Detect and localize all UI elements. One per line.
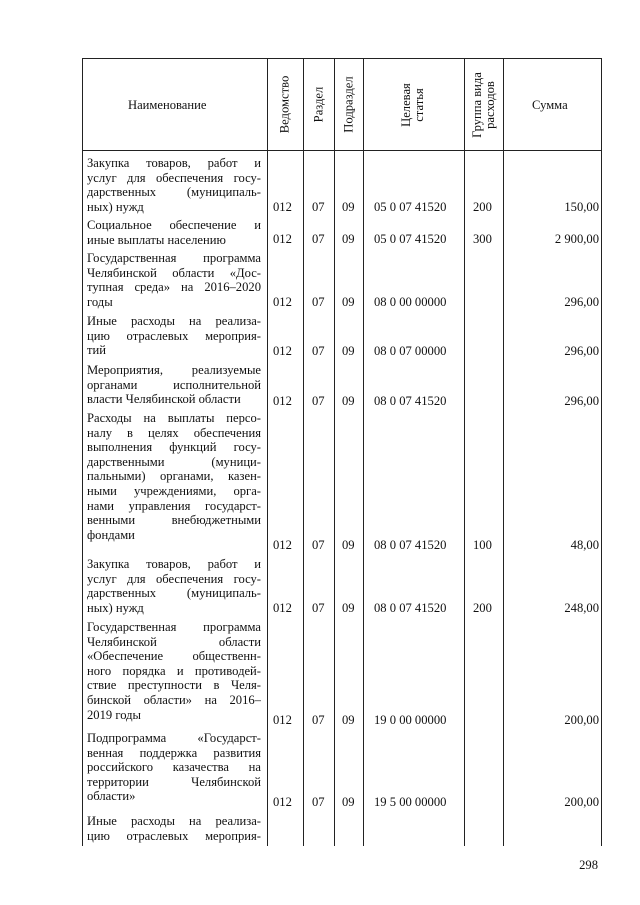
name-line: Челябинской области [87,634,261,649]
cell-razdel: 07 [312,795,325,809]
name-line: Закупка товаров, работ и [87,557,261,571]
name-line: Государственная программа [87,620,261,634]
name-line: налу в целях обеспечения [87,425,261,440]
cell-summa: 2 900,00 [554,232,599,246]
cell-razdel: 07 [312,601,325,615]
row-name [87,251,261,309]
cell-ved: 012 [273,200,292,214]
name-line: дарственными (муници- [87,454,261,469]
name-line: услуг для обеспечения госу- [87,571,261,586]
cell-ved: 012 [273,713,292,727]
name-line: дарственных (муниципаль- [87,185,261,200]
header-summa: Сумма [532,98,568,112]
col-border-2 [303,58,304,846]
header-gruppa-line2: расходов [483,81,497,129]
name-line: тупная среда» на 2016–2020 [87,280,261,295]
name-line: фондами [87,527,135,542]
cell-ved: 012 [273,232,292,246]
cell-gruppa: 200 [473,200,492,214]
row-name [87,620,261,722]
name-line: Иные расходы на реализа- [87,814,261,828]
col-border-1 [267,58,268,846]
name-line: годы [87,294,113,309]
name-line: области» [87,789,136,804]
name-line: иные выплаты населению [87,232,226,247]
name-line: услуг для обеспечения госу- [87,170,261,185]
header-celevaya-line1: Целевая [399,83,413,127]
name-line: пальными) органами, казен- [87,469,261,484]
name-line: власти Челябинской области [87,392,241,407]
row-name [87,218,261,247]
cell-podrazdel: 09 [342,232,355,246]
cell-celevaya: 05 0 07 41520 [374,232,447,246]
cell-ved: 012 [273,394,292,408]
cell-ved: 012 [273,795,292,809]
name-line: «Обеспечение общественн- [87,649,261,664]
cell-podrazdel: 09 [342,538,355,552]
name-line: нами управления государст- [87,498,261,513]
header-razdel-text: Раздел [311,86,326,123]
row-name [87,557,261,615]
cell-gruppa: 200 [473,601,492,615]
cell-razdel: 07 [312,232,325,246]
name-line: Мероприятия, реализуемые [87,363,261,377]
header-podrazdel [343,60,356,150]
header-vedomstvo [279,60,292,150]
col-border-3 [334,58,335,846]
name-line: органами исполнительной [87,377,261,392]
header-bottom-border [82,150,602,151]
row-name [87,731,261,804]
col-border-4 [363,58,364,846]
cell-celevaya: 08 0 07 00000 [374,344,447,358]
cell-razdel: 07 [312,394,325,408]
name-line: российского казачества на [87,760,261,775]
row-name [87,363,261,407]
cell-celevaya: 08 0 00 00000 [374,295,447,309]
header-celevaya [400,60,426,150]
col-border-right [601,58,602,846]
name-line: дарственных (муниципаль- [87,586,261,601]
cell-razdel: 07 [312,295,325,309]
cell-summa: 296,00 [564,295,599,309]
cell-razdel: 07 [312,538,325,552]
name-line: Закупка товаров, работ и [87,156,261,170]
cell-podrazdel: 09 [342,200,355,214]
cell-podrazdel: 09 [342,795,355,809]
name-line: Челябинской области «Дос- [87,265,261,280]
header-gruppa-line1: Группа вида [470,72,484,138]
name-line: ствие преступности в Челя- [87,678,261,693]
row-name [87,411,261,542]
cell-ved: 012 [273,344,292,358]
page-number: 298 [579,858,598,872]
cell-razdel: 07 [312,200,325,214]
header-podrazdel-text: Подраздел [341,76,356,133]
col-border-6 [503,58,504,846]
name-line: 2019 годы [87,707,141,722]
cell-celevaya: 08 0 07 41520 [374,538,447,552]
header-razdel [313,60,326,150]
header-celevaya-line2: статья [412,88,426,122]
name-line: Социальное обеспечение и [87,218,261,232]
cell-podrazdel: 09 [342,601,355,615]
row-name [87,314,261,358]
name-line: Подпрограмма «Государст- [87,731,261,745]
col-border-5 [464,58,465,846]
cell-podrazdel: 09 [342,394,355,408]
cell-podrazdel: 09 [342,713,355,727]
col-border-left [82,58,83,846]
name-line: ных) нужд [87,199,144,214]
header-vedomstvo-text: Ведомство [277,75,292,134]
cell-celevaya: 05 0 07 41520 [374,200,447,214]
cell-celevaya: 19 5 00 00000 [374,795,447,809]
name-line: цию отраслевых мероприя- [87,828,261,843]
cell-celevaya: 08 0 07 41520 [374,394,447,408]
cell-summa: 248,00 [564,601,599,615]
name-line: тий [87,343,106,358]
cell-razdel: 07 [312,713,325,727]
name-line: Иные расходы на реализа- [87,314,261,328]
cell-podrazdel: 09 [342,344,355,358]
cell-celevaya: 19 0 00 00000 [374,713,447,727]
name-line: Государственная программа [87,251,261,265]
name-line: ного порядка и противодей- [87,663,261,678]
name-line: венная поддержка развития [87,745,261,760]
cell-summa: 200,00 [564,795,599,809]
name-line: Расходы на выплаты персо- [87,411,261,425]
name-line: венными внебюджетными [87,513,261,528]
row-name [87,156,261,214]
cell-summa: 296,00 [564,344,599,358]
name-line: территории Челябинской [87,774,261,789]
name-line: бинской области» на 2016– [87,692,261,707]
cell-gruppa: 100 [473,538,492,552]
cell-ved: 012 [273,538,292,552]
cell-podrazdel: 09 [342,295,355,309]
cell-razdel: 07 [312,344,325,358]
cell-summa: 150,00 [564,200,599,214]
row-name [87,814,261,843]
cell-gruppa: 300 [473,232,492,246]
cell-ved: 012 [273,295,292,309]
cell-summa: 200,00 [564,713,599,727]
header-gruppa [471,60,497,150]
name-line: цию отраслевых мероприя- [87,328,261,343]
cell-celevaya: 08 0 07 41520 [374,601,447,615]
cell-summa: 296,00 [564,394,599,408]
name-line: ными учреждениями, орга- [87,483,261,498]
header-name: Наименование [128,98,207,112]
cell-summa: 48,00 [570,538,599,552]
cell-ved: 012 [273,601,292,615]
name-line: ных) нужд [87,600,144,615]
name-line: выполнения функций госу- [87,440,261,455]
